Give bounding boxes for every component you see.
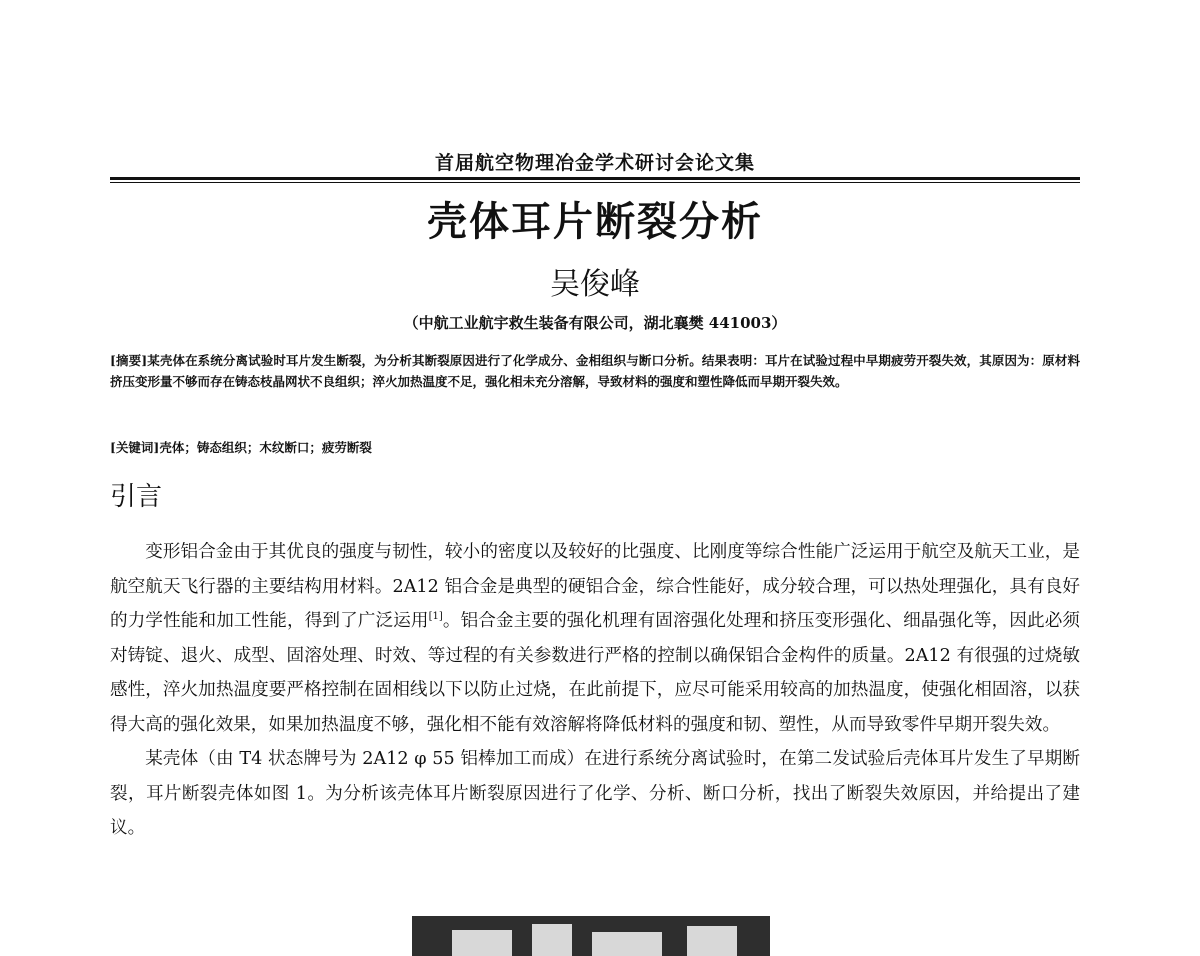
author-name: 吴俊峰 <box>550 267 640 302</box>
abstract-text: 某壳体在系统分离试验时耳片发生断裂，为分析其断裂原因进行了化学成分、金相组织与断口分析。结果表明：耳片在试验过程中早期疲劳开裂失效，其原因为：原材料挤压变形量不够而存在铸态枝晶网状不良组织；淬火加热温度不足，强化相未充分溶解，导致材料的强度和塑性降低而早期开裂失效。 <box>110 353 1080 389</box>
keywords-text: 壳体；铸态组织；木纹断口；疲劳断裂 <box>159 440 372 455</box>
paragraph-text: 某壳体（由 T4 状态牌号为 2A12 φ 55 铝棒加工而成）在进行系统分离试验时，在第二发试验后壳体耳片发生了早期断裂，耳片断裂壳体如图 1。为分析该壳体耳片断裂原因进行了化学、分析、断口分析，找出了断裂失效原因，并给提出了建议。 <box>110 749 1080 838</box>
body-text <box>110 535 1080 846</box>
keywords-label: [关键词] <box>110 440 160 455</box>
header-rule <box>110 177 1080 183</box>
proceedings-title: 首届航空物理冶金学术研讨会论文集 <box>434 152 755 174</box>
section-heading-introduction: 引言 <box>110 482 163 512</box>
keywords <box>110 438 1080 458</box>
paragraph-text: 变形铝合金由于其优良的强度与韧性，较小的密度以及较好的比强度、比刚度等综合性能广泛运用于航空及航天工业，是航空航天飞行器的主要结构用材料。2A12 铝合金是典型的硬铝合金，综合性能好，成分较合理，可以热处理强化，具有良好的力学性能和加工性能，得到了广泛运用 <box>110 542 1080 631</box>
abstract-label: [摘要] <box>110 353 148 368</box>
paragraph-text: 。铝合金主要的强化机理有固溶强化处理和挤压变形强化、细晶强化等，因此必须对铸锭、退火、成型、固溶处理、时效、等过程的有关参数进行严格的控制以确保铝合金构件的质量。2A12 有很强的过烧敏感性，淬火加热温度要严格控制在固相线以下以防止过烧，在此前提下，应尽可能采用较高的加热温度，使强化相固溶，以获得大高的强化效果，如果加热温度不够，强化相不能有效溶解将降低材料的强度和韧、塑性，从而导致零件早期开裂失效。 <box>110 611 1080 735</box>
figure-1-photo <box>412 916 770 956</box>
body-paragraph <box>110 742 1080 846</box>
abstract <box>110 350 1080 392</box>
body-paragraph <box>110 535 1080 742</box>
citation-ref: [1] <box>428 611 443 623</box>
paper-title: 壳体耳片断裂分析 <box>427 199 763 245</box>
author-affiliation: （中航工业航宇救生装备有限公司，湖北襄樊 441003） <box>403 314 787 332</box>
